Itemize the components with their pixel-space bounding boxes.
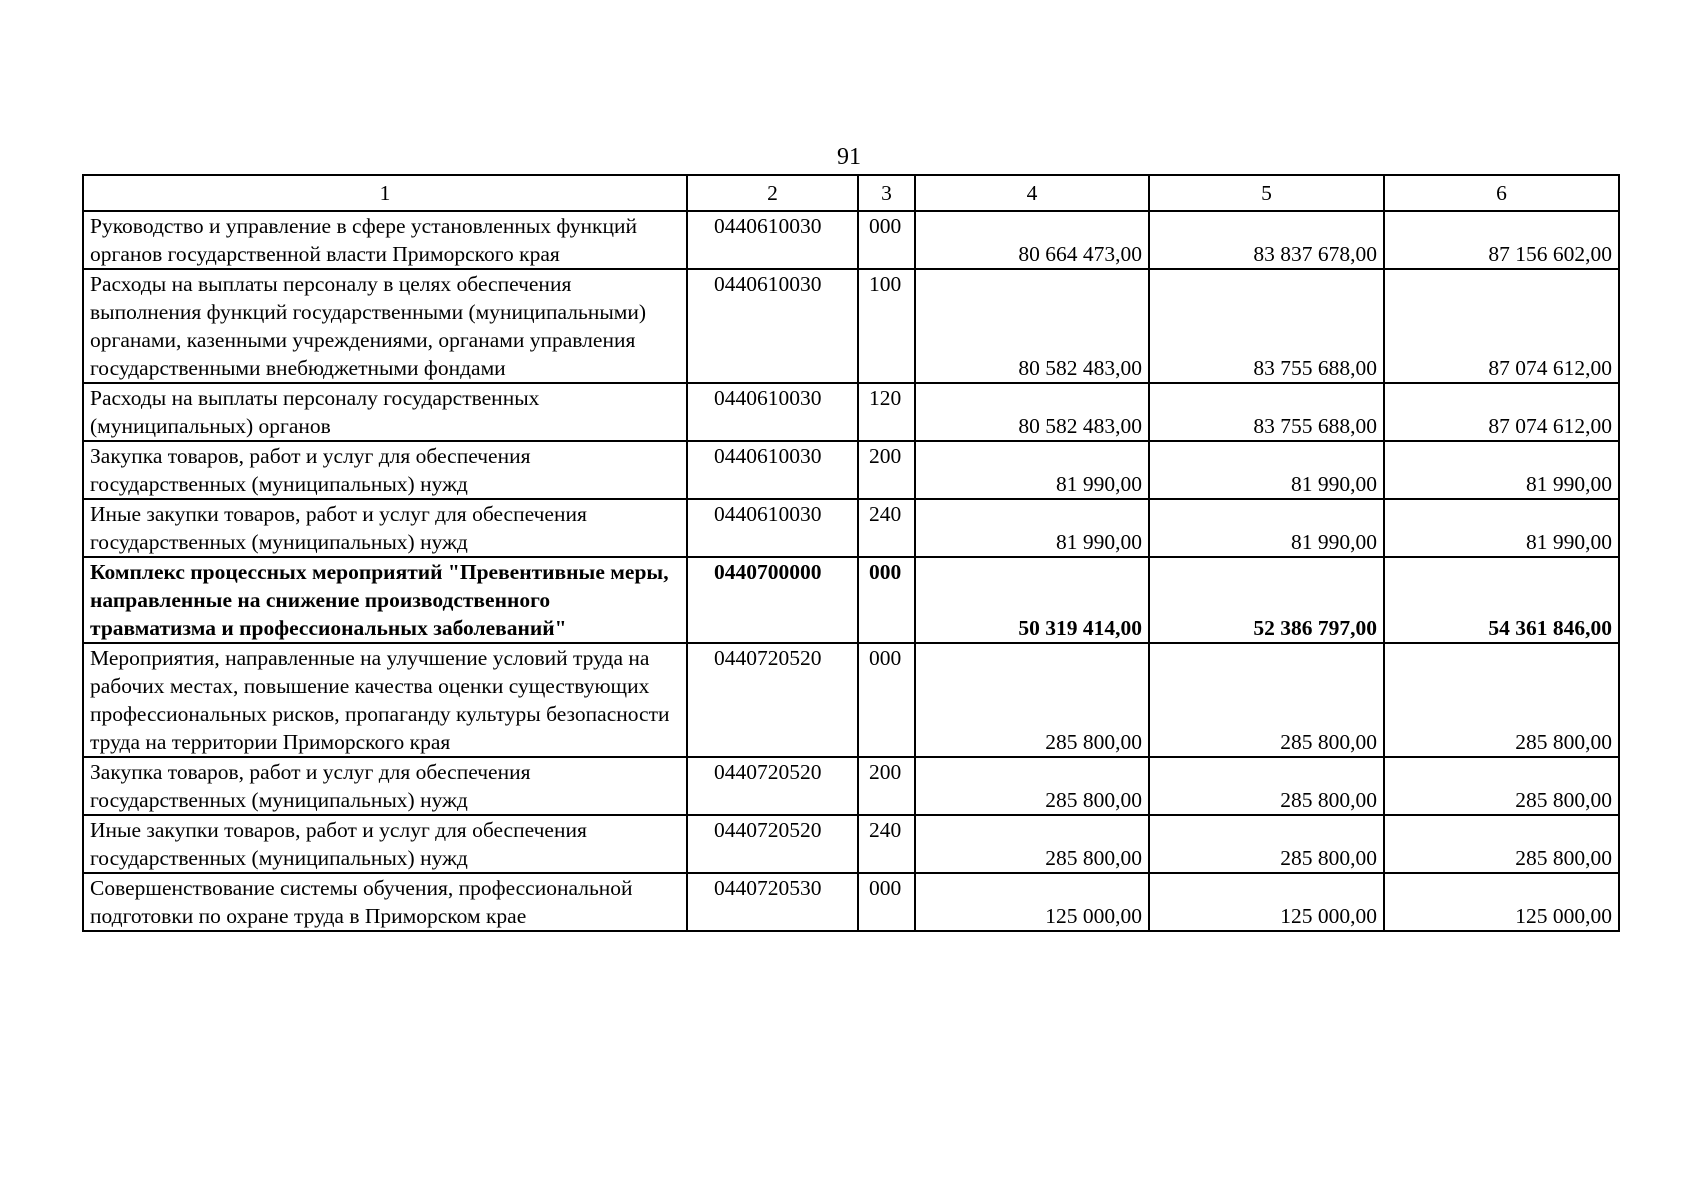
row-kind: 000 <box>858 557 915 643</box>
row-value-3: 285 800,00 <box>1384 643 1619 757</box>
row-kind: 000 <box>858 873 915 931</box>
row-value-2: 83 837 678,00 <box>1149 211 1384 269</box>
row-value-1: 285 800,00 <box>915 643 1149 757</box>
row-code: 0440720530 <box>687 873 858 931</box>
row-kind: 000 <box>858 643 915 757</box>
row-name: Расходы на выплаты персоналу в целях обеспечения выполнения функций государственными (муниципальными) органами, казенными учреждениями, органами управления государственными внебюджетными фондами <box>83 269 687 383</box>
column-header: 5 <box>1149 175 1384 211</box>
row-code: 0440610030 <box>687 499 858 557</box>
row-value-3: 81 990,00 <box>1384 499 1619 557</box>
row-value-2: 83 755 688,00 <box>1149 269 1384 383</box>
budget-table <box>82 174 1620 932</box>
row-value-2: 285 800,00 <box>1149 643 1384 757</box>
row-value-2: 285 800,00 <box>1149 757 1384 815</box>
row-code: 0440610030 <box>687 211 858 269</box>
row-value-1: 285 800,00 <box>915 757 1149 815</box>
column-header: 3 <box>858 175 915 211</box>
row-value-3: 81 990,00 <box>1384 441 1619 499</box>
table-row <box>83 383 1619 441</box>
row-name: Совершенствование системы обучения, профессиональной подготовки по охране труда в Приморском крае <box>83 873 687 931</box>
table-row-bold <box>83 557 1619 643</box>
table-row <box>83 757 1619 815</box>
column-header: 4 <box>915 175 1149 211</box>
row-value-3: 54 361 846,00 <box>1384 557 1619 643</box>
row-kind: 240 <box>858 815 915 873</box>
row-kind: 000 <box>858 211 915 269</box>
row-name: Руководство и управление в сфере установленных функций органов государственной власти Приморского края <box>83 211 687 269</box>
row-value-2: 52 386 797,00 <box>1149 557 1384 643</box>
table-row <box>83 441 1619 499</box>
table-row <box>83 643 1619 757</box>
table-row <box>83 499 1619 557</box>
row-value-1: 81 990,00 <box>915 499 1149 557</box>
row-value-3: 87 074 612,00 <box>1384 269 1619 383</box>
row-name: Иные закупки товаров, работ и услуг для обеспечения государственных (муниципальных) нужд <box>83 499 687 557</box>
table-header-row <box>83 175 1619 211</box>
row-code: 0440720520 <box>687 643 858 757</box>
row-value-1: 81 990,00 <box>915 441 1149 499</box>
row-code: 0440720520 <box>687 815 858 873</box>
row-value-3: 285 800,00 <box>1384 757 1619 815</box>
row-value-1: 50 319 414,00 <box>915 557 1149 643</box>
row-code: 0440610030 <box>687 383 858 441</box>
table-row <box>83 873 1619 931</box>
row-value-1: 80 582 483,00 <box>915 383 1149 441</box>
row-value-1: 125 000,00 <box>915 873 1149 931</box>
row-name: Закупка товаров, работ и услуг для обеспечения государственных (муниципальных) нужд <box>83 757 687 815</box>
table-row <box>83 211 1619 269</box>
row-name: Закупка товаров, работ и услуг для обеспечения государственных (муниципальных) нужд <box>83 441 687 499</box>
row-name: Мероприятия, направленные на улучшение условий труда на рабочих местах, повышение качества оценки существующих профессиональных рисков, пропаганду культуры безопасности труда на территории Приморского края <box>83 643 687 757</box>
row-kind: 200 <box>858 441 915 499</box>
row-value-2: 83 755 688,00 <box>1149 383 1384 441</box>
row-code: 0440720520 <box>687 757 858 815</box>
row-code: 0440610030 <box>687 441 858 499</box>
row-kind: 240 <box>858 499 915 557</box>
table-row <box>83 815 1619 873</box>
row-kind: 120 <box>858 383 915 441</box>
row-kind: 200 <box>858 757 915 815</box>
row-value-1: 80 582 483,00 <box>915 269 1149 383</box>
row-value-3: 285 800,00 <box>1384 815 1619 873</box>
column-header: 6 <box>1384 175 1619 211</box>
row-value-3: 125 000,00 <box>1384 873 1619 931</box>
row-value-2: 81 990,00 <box>1149 499 1384 557</box>
row-value-3: 87 074 612,00 <box>1384 383 1619 441</box>
column-header: 2 <box>687 175 858 211</box>
row-code: 0440610030 <box>687 269 858 383</box>
row-value-2: 285 800,00 <box>1149 815 1384 873</box>
row-code: 0440700000 <box>687 557 858 643</box>
row-value-1: 80 664 473,00 <box>915 211 1149 269</box>
column-header: 1 <box>83 175 687 211</box>
row-value-3: 87 156 602,00 <box>1384 211 1619 269</box>
row-name: Иные закупки товаров, работ и услуг для обеспечения государственных (муниципальных) нужд <box>83 815 687 873</box>
row-name: Комплекс процессных мероприятий "Превентивные меры, направленные на снижение производственного травматизма и профессиональных заболеваний" <box>83 557 687 643</box>
row-kind: 100 <box>858 269 915 383</box>
row-value-1: 285 800,00 <box>915 815 1149 873</box>
row-value-2: 81 990,00 <box>1149 441 1384 499</box>
row-value-2: 125 000,00 <box>1149 873 1384 931</box>
page-number: 91 <box>837 144 861 170</box>
table-row <box>83 269 1619 383</box>
row-name: Расходы на выплаты персоналу государственных (муниципальных) органов <box>83 383 687 441</box>
